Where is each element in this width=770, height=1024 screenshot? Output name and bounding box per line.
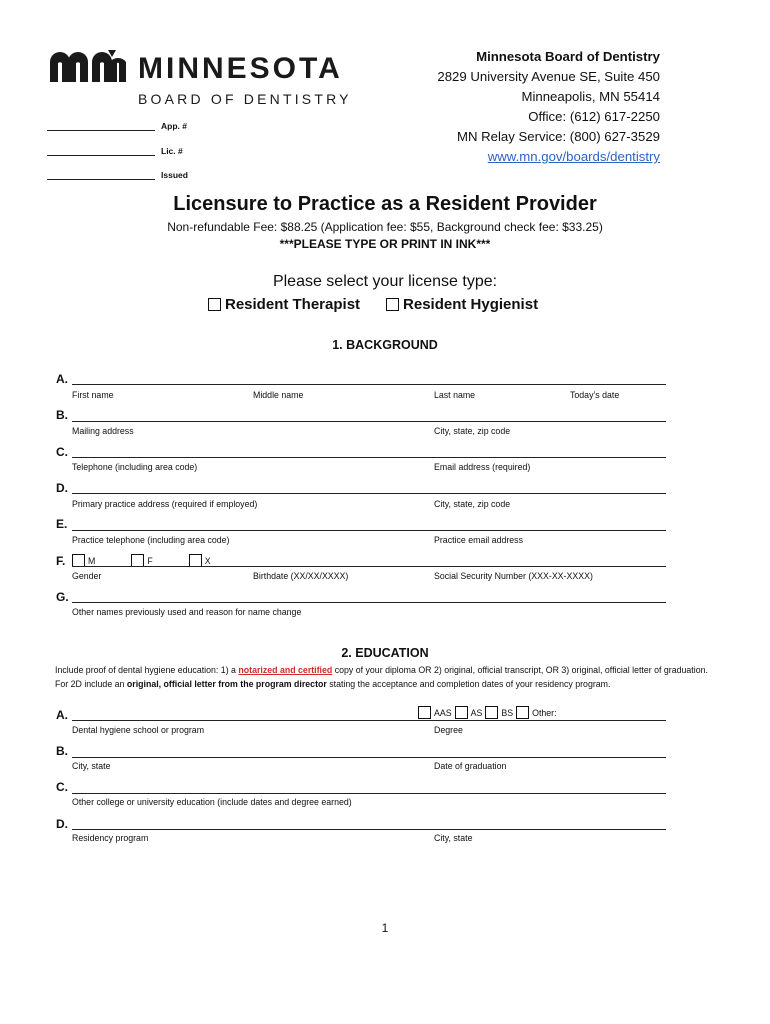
- other-names-line[interactable]: [72, 602, 666, 603]
- caption-residency-city: City, state: [434, 833, 473, 843]
- degree-option-bs[interactable]: BS: [485, 706, 513, 719]
- residency-line[interactable]: [72, 829, 666, 830]
- street-address: 2829 University Avenue SE, Suite 450: [437, 69, 660, 84]
- caption-other-education: Other college or university education (include dates and degree earned): [72, 797, 352, 807]
- row-letter: A.: [56, 372, 68, 386]
- practice-telephone-line[interactable]: [72, 530, 666, 531]
- education-instructions: Include proof of dental hygiene education: 1) a notarized and certified copy of your diploma OR 2) original, official transcript, OR 3) original, official letter of graduation. For 2D include an original, official letter from the program director stating the acceptance and completion dates of your residency program.: [55, 665, 708, 689]
- logo-subtitle: BOARD OF DENTISTRY: [138, 91, 352, 107]
- caption-degree: Degree: [434, 725, 463, 735]
- office-license-number-field[interactable]: Lic. #: [47, 146, 227, 158]
- logo-wordmark: MINNESOTA: [138, 52, 343, 85]
- degree-option-other[interactable]: Other:: [516, 706, 556, 719]
- caption-graduation-date: Date of graduation: [434, 761, 507, 771]
- caption-mailing-address: Mailing address: [72, 426, 134, 436]
- gender-option-x[interactable]: X: [189, 554, 211, 567]
- school-city-line[interactable]: [72, 757, 666, 758]
- caption-school: Dental hygiene school or program: [72, 725, 205, 735]
- caption-other-names: Other names previously used and reason for name change: [72, 607, 302, 617]
- org-name: Minnesota Board of Dentistry: [476, 49, 660, 64]
- caption-practice-address: Primary practice address (required if employed): [72, 499, 258, 509]
- ink-instruction: ***PLEASE TYPE OR PRINT IN INK***: [279, 237, 491, 251]
- other-education-line[interactable]: [72, 793, 666, 794]
- caption-school-city: City, state: [72, 761, 111, 771]
- city-address: Minneapolis, MN 55414: [521, 89, 660, 104]
- caption-practice-email: Practice email address: [434, 535, 523, 545]
- caption-first-name: First name: [72, 390, 114, 400]
- caption-residency-program: Residency program: [72, 833, 149, 843]
- checkbox-other[interactable]: [516, 706, 529, 719]
- row-letter: B.: [56, 408, 68, 422]
- checkbox-as[interactable]: [455, 706, 468, 719]
- caption-email: Email address (required): [434, 462, 531, 472]
- mailing-address-line[interactable]: [72, 421, 666, 422]
- education-heading: 2. EDUCATION: [341, 646, 429, 660]
- form-title: Licensure to Practice as a Resident Provider: [173, 193, 597, 215]
- caption-last-name: Last name: [434, 390, 476, 400]
- row-letter: C.: [56, 780, 68, 794]
- row-letter: A.: [56, 708, 68, 722]
- caption-telephone: Telephone (including area code): [72, 462, 198, 472]
- row-letter: D.: [56, 481, 68, 495]
- caption-todays-date: Today’s date: [570, 390, 620, 400]
- caption-gender: Gender: [72, 571, 102, 581]
- row-letter: E.: [56, 517, 68, 531]
- checkbox-hygienist[interactable]: [386, 298, 399, 311]
- license-option-therapist[interactable]: Resident Therapist: [208, 296, 360, 313]
- row-letter: G.: [56, 590, 69, 604]
- office-phone: Office: (612) 617-2250: [528, 109, 660, 124]
- row-letter: C.: [56, 445, 68, 459]
- caption-ssn: Social Security Number (XXX-XX-XXXX): [434, 571, 593, 581]
- office-app-number-field[interactable]: App. #: [47, 121, 227, 133]
- license-type-prompt: Please select your license type:: [272, 273, 498, 290]
- row-letter: D.: [56, 817, 68, 831]
- caption-practice-city: City, state, zip code: [434, 499, 511, 509]
- background-heading: 1. BACKGROUND: [332, 338, 438, 352]
- degree-option-as[interactable]: AS: [455, 706, 483, 719]
- relay-phone: MN Relay Service: (800) 627-3529: [456, 129, 660, 144]
- caption-practice-telephone: Practice telephone (including area code): [72, 535, 230, 545]
- degree-option-aas[interactable]: AAS: [418, 706, 452, 719]
- name-line[interactable]: [72, 384, 666, 385]
- office-issued-field[interactable]: Issued: [47, 170, 227, 182]
- degree-options: [418, 706, 560, 719]
- fee-text: Non-refundable Fee: $88.25 (Application fee: $55, Background check fee: $33.25): [167, 220, 603, 234]
- address-block: [437, 47, 660, 167]
- license-type-options: [208, 296, 538, 313]
- telephone-line[interactable]: [72, 457, 666, 458]
- mn-logo-icon: [48, 48, 128, 84]
- checkbox-bs[interactable]: [485, 706, 498, 719]
- checkbox-therapist[interactable]: [208, 298, 221, 311]
- caption-city-state-zip: City, state, zip code: [434, 426, 511, 436]
- caption-birthdate: Birthdate (XX/XX/XXXX): [253, 571, 349, 581]
- website-link[interactable]: www.mn.gov/boards/dentistry: [487, 149, 660, 164]
- page-number: 1: [381, 921, 389, 935]
- gender-option-m[interactable]: M: [72, 554, 95, 567]
- license-option-hygienist[interactable]: Resident Hygienist: [386, 296, 538, 313]
- row-letter: F.: [56, 554, 66, 568]
- gender-option-f[interactable]: F: [131, 554, 152, 567]
- checkbox-aas[interactable]: [418, 706, 431, 719]
- school-line[interactable]: [72, 720, 666, 721]
- gender-birthdate-line[interactable]: [72, 566, 666, 567]
- caption-middle-name: Middle name: [253, 390, 304, 400]
- practice-address-line[interactable]: [72, 493, 666, 494]
- row-letter: B.: [56, 744, 68, 758]
